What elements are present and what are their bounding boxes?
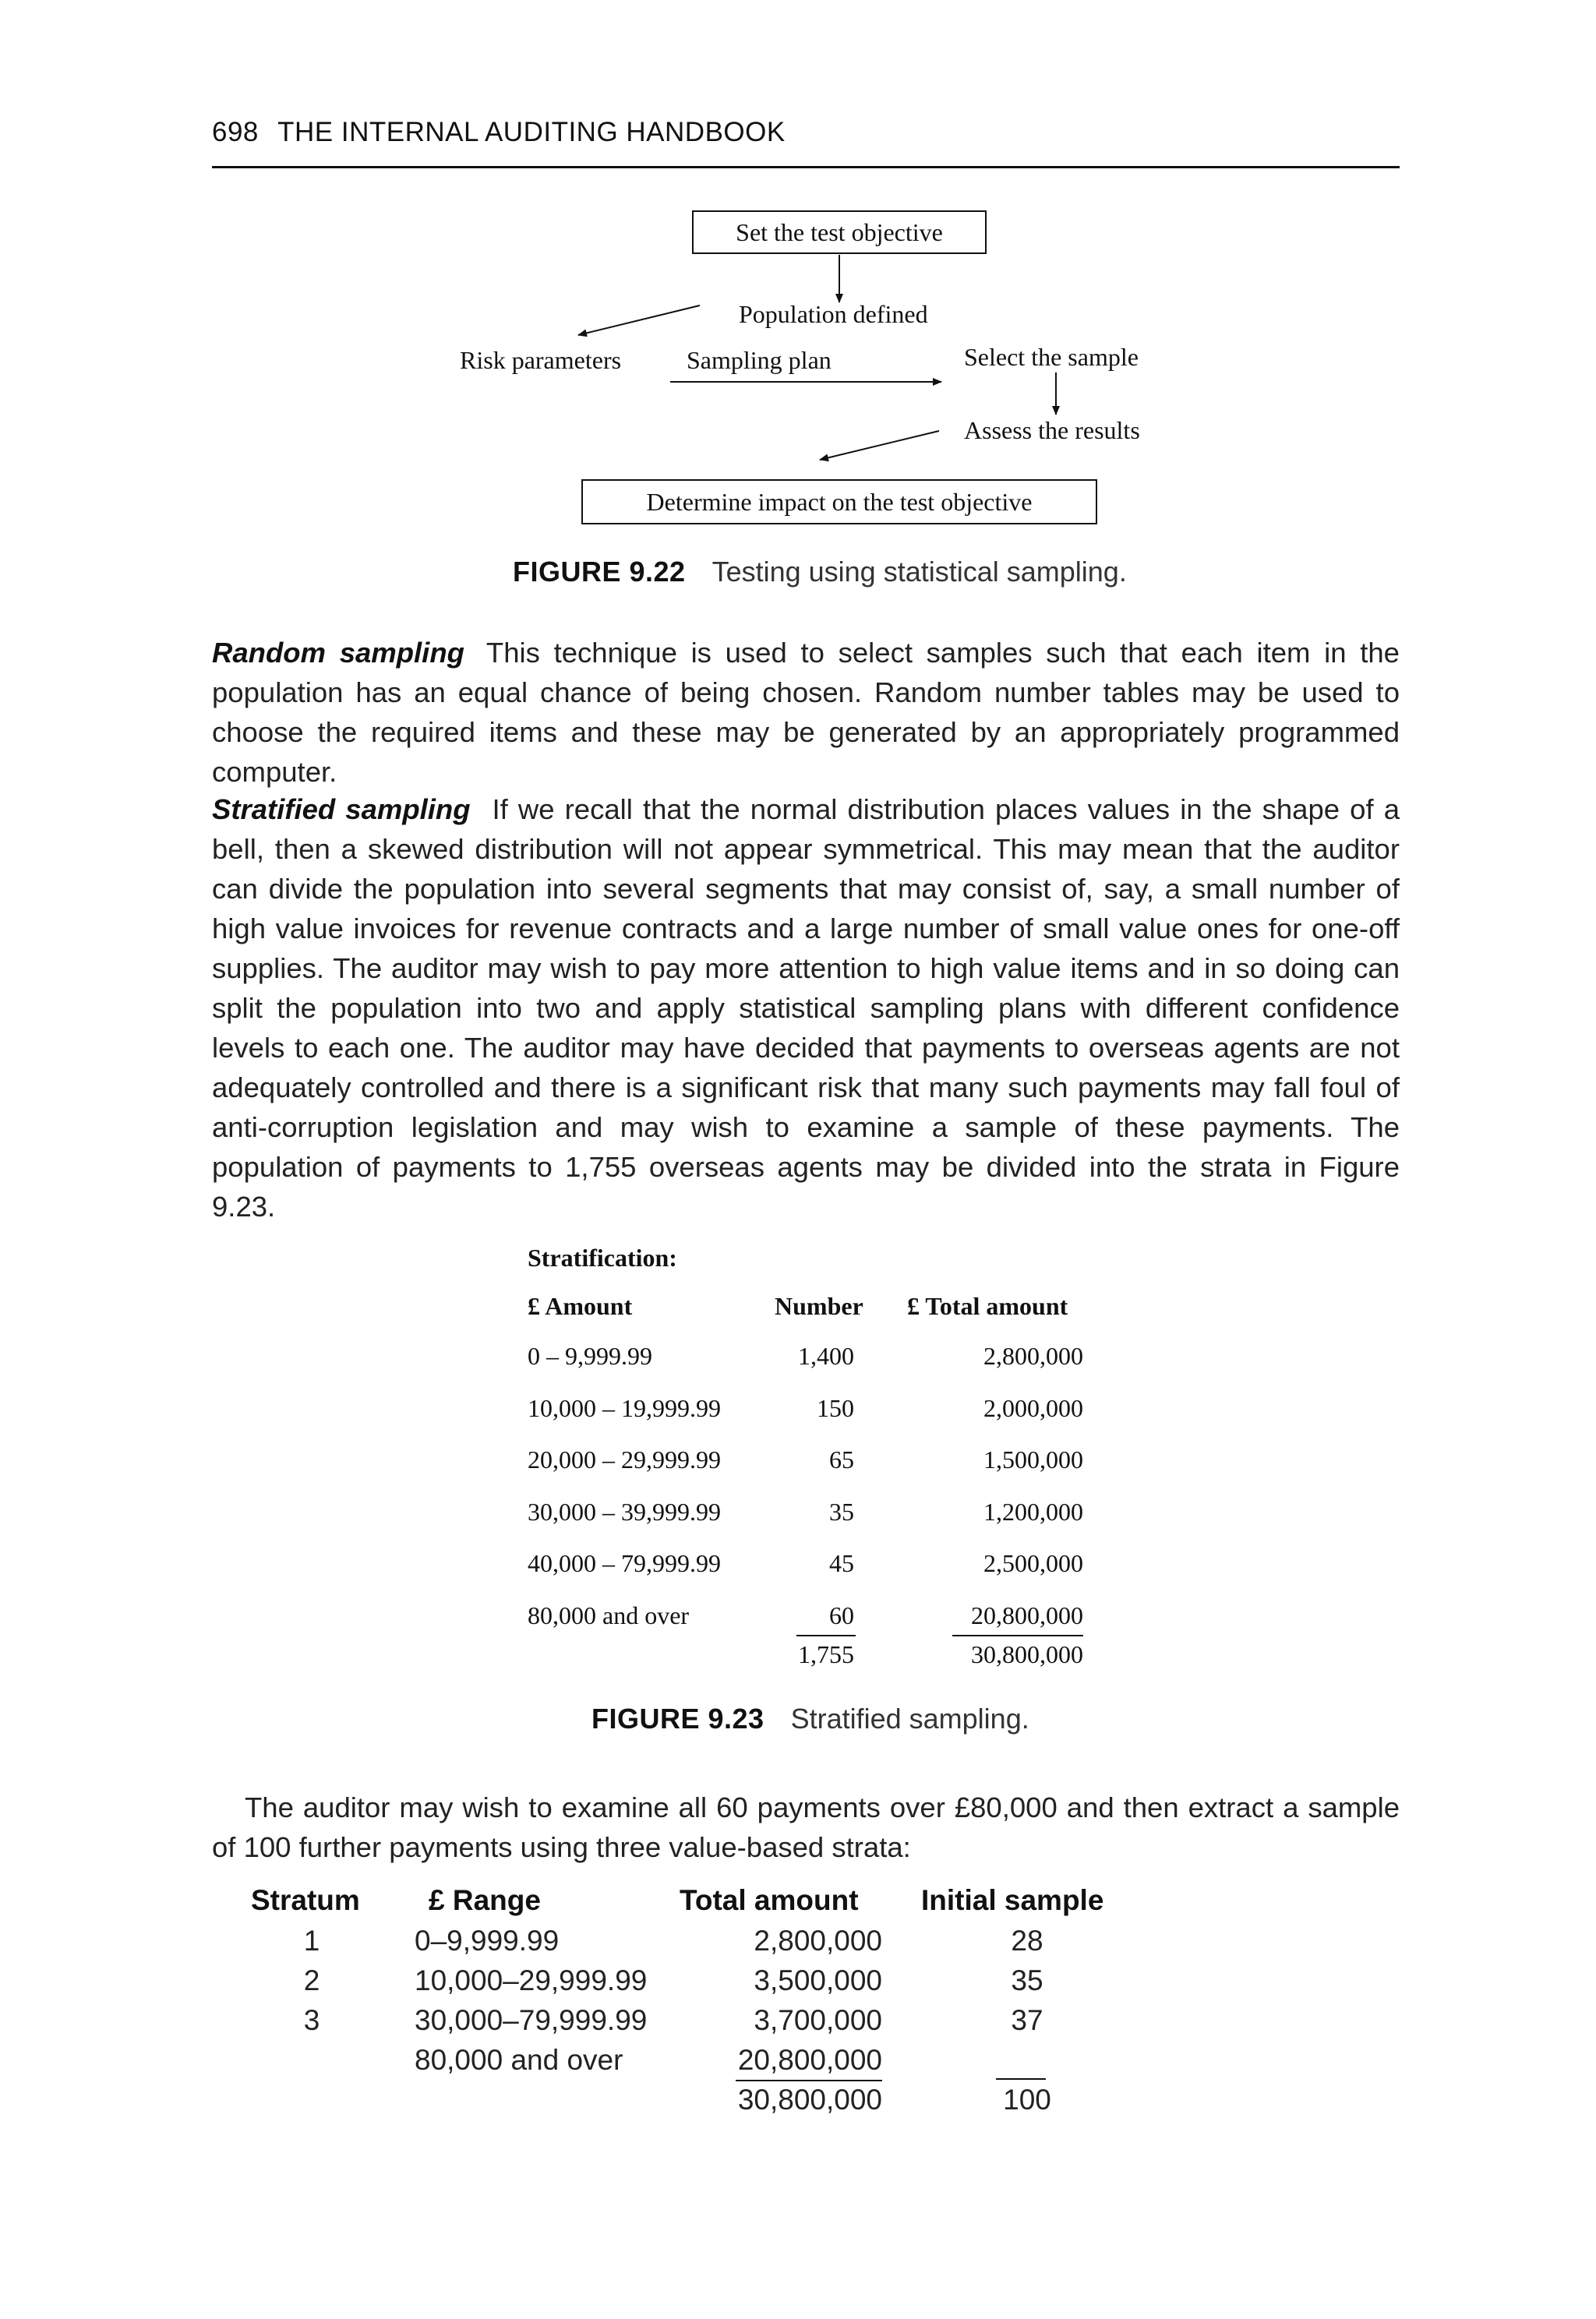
arrow-population-to-risk bbox=[578, 305, 700, 335]
strata-row-total: 20,800,000 bbox=[737, 2044, 882, 2076]
book-title: THE INTERNAL AUDITING HANDBOOK bbox=[277, 117, 786, 147]
stratified-sampling-text: If we recall that the normal distribution places values in the shape of a bell, then a skewed distribution will not appear symmetrical. This may mean that the auditor can divide the population into several segments that may consist of, say, a small number of high value invoices for revenue contracts and a large number of small value ones for one-off supplies. The auditor may wish to pay more attention to high value items and in so doing can split the population into two and apply statistical sampling plans with different confidence levels to each one. The auditor may have decided that payments to overseas agents are not adequately controlled and there is a significant risk that many such payments may fall foul of anti-corruption legislation and may wish to examine a sample of these payments. The population of payments to 1,755 overseas agents may be divided into the strata in Figure 9.23. bbox=[212, 793, 1400, 1223]
row-total: 20,800,000 bbox=[971, 1601, 1083, 1629]
figure-923-text: Stratified sampling. bbox=[790, 1703, 1029, 1735]
strata-row-sample: 35 bbox=[1011, 1964, 1043, 1996]
number-total-rule bbox=[796, 1635, 856, 1636]
set-objective-label: Set the test objective bbox=[736, 217, 943, 246]
row-range: 40,000 – 79,999.99 bbox=[528, 1549, 721, 1577]
amount-total-rule bbox=[952, 1635, 1083, 1636]
row-number: 60 bbox=[829, 1601, 854, 1629]
population-defined-label: Population defined bbox=[739, 300, 928, 328]
sample-total-rule bbox=[996, 2078, 1046, 2080]
strata-header-stratum: Stratum bbox=[251, 1884, 360, 1916]
random-sampling-term: Random sampling bbox=[212, 637, 464, 669]
strata-row-stratum: 2 bbox=[303, 1964, 320, 1996]
strata-header-total: Total amount bbox=[680, 1884, 859, 1916]
figure-922-text: Testing using statistical sampling. bbox=[711, 556, 1127, 588]
strata-row-sample: 37 bbox=[1011, 2004, 1043, 2036]
row-number: 150 bbox=[817, 1394, 854, 1422]
strata-total-amount: 30,800,000 bbox=[737, 2084, 882, 2116]
stratification-title: Stratification: bbox=[528, 1244, 677, 1272]
col-header-number: Number bbox=[775, 1292, 863, 1320]
select-sample-label: Select the sample bbox=[964, 343, 1139, 371]
determine-impact-label: Determine impact on the test objective bbox=[646, 487, 1033, 516]
row-number: 35 bbox=[829, 1498, 854, 1526]
strata-row-total: 3,700,000 bbox=[754, 2004, 882, 2036]
strata-header-sample: Initial sample bbox=[921, 1884, 1104, 1916]
row-total: 2,000,000 bbox=[983, 1394, 1083, 1422]
sampling-plan-label: Sampling plan bbox=[687, 346, 832, 374]
row-number: 1,400 bbox=[798, 1342, 854, 1370]
row-number: 45 bbox=[829, 1549, 854, 1577]
strata-row-range: 0–9,999.99 bbox=[415, 1925, 560, 1957]
strata-row-range: 10,000–29,999.99 bbox=[415, 1964, 648, 1996]
figure-922-label: FIGURE 9.22 bbox=[513, 556, 686, 588]
stratified-sampling-term: Stratified sampling bbox=[212, 793, 471, 825]
strata-header-range: £ Range bbox=[429, 1884, 541, 1916]
strata-row-total: 2,800,000 bbox=[754, 1925, 882, 1957]
strata-row-total: 3,500,000 bbox=[754, 1964, 882, 1996]
col-header-total: £ Total amount bbox=[907, 1292, 1068, 1320]
col-header-amount: £ Amount bbox=[528, 1292, 633, 1320]
stratified-sampling-paragraph bbox=[212, 789, 1400, 1227]
figure-923-label: FIGURE 9.23 bbox=[591, 1703, 764, 1735]
total-amount: 30,800,000 bbox=[971, 1640, 1083, 1668]
strata-row-stratum: 3 bbox=[303, 2004, 320, 2036]
random-sampling-paragraph bbox=[212, 633, 1400, 792]
random-sampling-text: This technique is used to select samples such that each item in the population has an equal chance of being chosen. Random number tables may be used to choose the required items and these may be generated by an appropriately programmed computer. bbox=[212, 637, 1400, 788]
strata-total-sample: 100 bbox=[1003, 2084, 1051, 2116]
row-range: 30,000 – 39,999.99 bbox=[528, 1498, 721, 1526]
row-number: 65 bbox=[829, 1445, 854, 1474]
row-range: 80,000 and over bbox=[528, 1601, 690, 1629]
row-range: 0 – 9,999.99 bbox=[528, 1342, 652, 1370]
closing-paragraph: The auditor may wish to examine all 60 payments over £80,000 and then extract a sample of 100 further payments using three value-based strata: bbox=[212, 1791, 1400, 1863]
strata-row-stratum: 1 bbox=[303, 1925, 320, 1957]
row-total: 2,500,000 bbox=[983, 1549, 1083, 1577]
determine-impact-box bbox=[581, 479, 1097, 524]
row-total: 1,500,000 bbox=[983, 1445, 1083, 1474]
amount-total-rule bbox=[736, 2080, 882, 2081]
strata-row-sample: 28 bbox=[1011, 1925, 1043, 1957]
assess-results-label: Assess the results bbox=[964, 416, 1140, 444]
row-range: 20,000 – 29,999.99 bbox=[528, 1445, 721, 1474]
diagram-arrows bbox=[0, 0, 1596, 545]
set-objective-box bbox=[692, 210, 987, 254]
figure-923-caption bbox=[591, 1703, 1029, 1735]
row-total: 2,800,000 bbox=[983, 1342, 1083, 1370]
arrow-assess-to-impact bbox=[820, 431, 939, 460]
risk-parameters-label: Risk parameters bbox=[460, 346, 622, 374]
strata-row-range: 30,000–79,999.99 bbox=[415, 2004, 648, 2036]
total-number: 1,755 bbox=[798, 1640, 854, 1668]
row-total: 1,200,000 bbox=[983, 1498, 1083, 1526]
row-range: 10,000 – 19,999.99 bbox=[528, 1394, 721, 1422]
strata-row-range: 80,000 and over bbox=[415, 2044, 623, 2076]
page-number: 698 bbox=[212, 117, 259, 147]
figure-922-caption bbox=[513, 556, 1127, 588]
